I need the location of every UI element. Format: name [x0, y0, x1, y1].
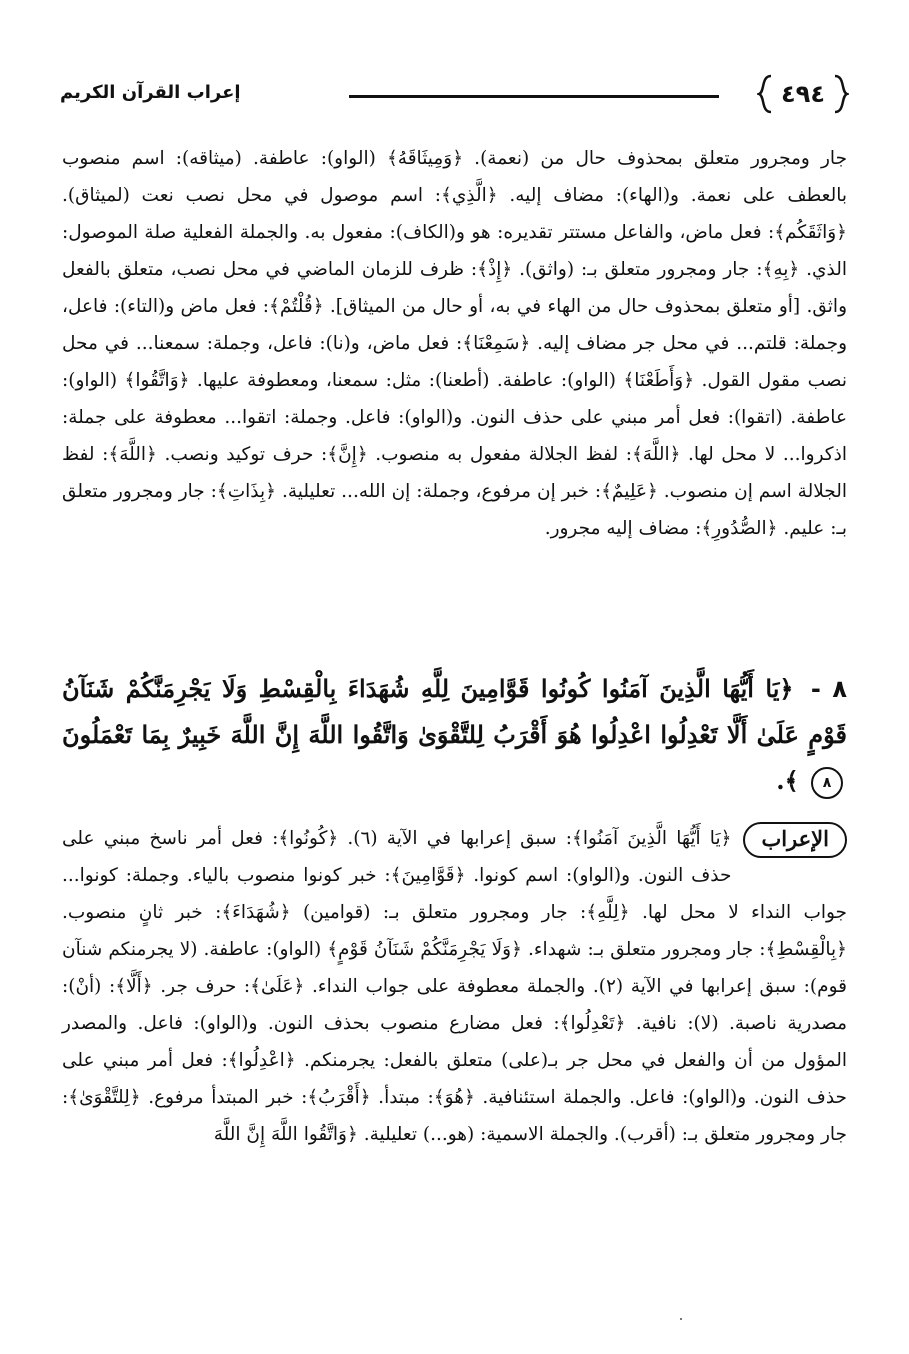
irab-text: ﴿يَا أَيُّهَا الَّذِينَ آمَنُوا﴾: سبق إعرابها في الآية (٦). ﴿كُونُوا﴾: فعل أمر ناسخ مبني على حذف النون. و(الواو): اسم كونوا. ﴿قَوَّامِينَ﴾: خبر كونوا منصوب بالياء. وجملة: كونوا... جواب النداء لا محل لها. ﴿لِلَّهِ﴾: جار ومجرور متعلق بـ: (قوامين) ﴿شُهَدَاءَ﴾: خبر ثانٍ منصوب. ﴿بِالْقِسْطِ﴾: جار ومجرور متعلق بـ: شهداء. ﴿وَلَا يَجْرِمَنَّكُمْ شَنَآنُ قَوْمٍ﴾ (الواو): عاطفة. (لا يجرمنكم شنآن قوم): سبق إعرابها في الآية (٢). والجملة معطوفة على جواب النداء. ﴿عَلَىٰ﴾: حرف جر. ﴿أَلَّا﴾: (أنْ): مصدرية ناصبة. (لا): نافية. ﴿تَعْدِلُوا﴾: فعل مضارع منصوب بحذف النون. و(الواو): فاعل. والمصدر المؤول من أن والفعل في محل جر بـ(على) متعلق بالفعل: يجرمنكم. ﴿اعْدِلُوا﴾: فعل أمر مبني على حذف النون. و(الواو): فاعل. والجملة استئنافية. ﴿هُوَ﴾: مبتدأ. ﴿أَقْرَبُ﴾: خبر المبتدأ مرفوع. ﴿لِلتَّقْوَىٰ﴾: جار ومجرور متعلق بـ: (أقرب). والجملة الاسمية: (هو...) تعليلية. ﴿وَاتَّقُوا اللَّهَ إِنَّ اللَّهَ [62, 828, 847, 1145]
ayah-end-marker: ٨ [811, 767, 843, 799]
page-header [60, 70, 849, 120]
irab-label: الإعراب [743, 822, 847, 858]
scan-speck [680, 1318, 682, 1320]
verse-number: ٨ - [810, 675, 847, 703]
header-rule [349, 95, 719, 98]
commentary-text [62, 140, 847, 547]
verse-text: ﴿يَا أَيُّهَا الَّذِينَ آمَنُوا كُونُوا قَوَّامِينَ لِلَّهِ شُهَدَاءَ بِالْقِسْطِ وَلَا يَجْرِمَنَّكُمْ شَنَآنُ قَوْمٍ عَلَىٰ أَلَّا تَعْدِلُوا اعْدِلُوا هُوَ أَقْرَبُ لِلتَّقْوَىٰ وَاتَّقُوا اللَّهَ إِنَّ اللَّهَ خَبِيرٌ بِمَا تَعْمَلُونَ [62, 674, 847, 749]
irab-section [62, 820, 847, 1153]
page-number: ٤٩٤ [781, 80, 825, 108]
book-title: إعراب القرآن الكريم [60, 82, 241, 103]
commentary-paragraph: جار ومجرور متعلق بمحذوف حال من (نعمة). ﴿وَمِيثَاقَهُ﴾ (الواو): عاطفة. (ميثاقه): اسم منصوب بالعطف على نعمة. و(الهاء): مضاف إليه. ﴿الَّذِي﴾: اسم موصول في محل نصب نعت (لميثاق). ﴿وَاثَقَكُم﴾: فعل ماض، والفاعل مستتر تقديره: هو و(الكاف): مفعول به. والجملة الفعلية صلة الموصول: الذي. ﴿بِهِ﴾: جار ومجرور متعلق بـ: (واثق). ﴿إِذْ﴾: ظرف للزمان الماضي في محل نصب، متعلق بالفعل واثق. [أو متعلق بمحذوف حال من الهاء في به، أو حال من الميثاق]. ﴿قُلْتُمْ﴾: فعل ماض و(التاء): فاعل، وجملة: قلتم... في محل جر مضاف إليه. ﴿سَمِعْنَا﴾: فعل ماض، و(نا): فاعل، وجملة: سمعنا... في محل نصب مقول القول. ﴿وَأَطَعْنَا﴾ (الواو): عاطفة. (أطعنا): مثل: سمعنا، ومعطوفة عليها. ﴿وَاتَّقُوا﴾ (الواو): عاطفة. (اتقوا): فعل أمر مبني على حذف النون. و(الواو): فاعل. وجملة: اتقوا... معطوفة على جملة: اذكروا... لا محل لها. ﴿اللَّهَ﴾: لفظ الجلالة مفعول به منصوب. ﴿إِنَّ﴾: حرف توكيد ونصب. ﴿اللَّهَ﴾: لفظ الجلالة اسم إن منصوب. ﴿عَلِيمٌ﴾: خبر إن مرفوع، وجملة: إن الله... تعليلية. ﴿بِذَاتِ﴾: جار ومجرور متعلق بـ: عليم. ﴿الصُّدُورِ﴾: مضاف إليه مجرور. [62, 148, 847, 539]
verse-closing: ﴾. [776, 766, 799, 795]
page-number-badge [757, 74, 849, 114]
quran-verse [62, 666, 847, 804]
